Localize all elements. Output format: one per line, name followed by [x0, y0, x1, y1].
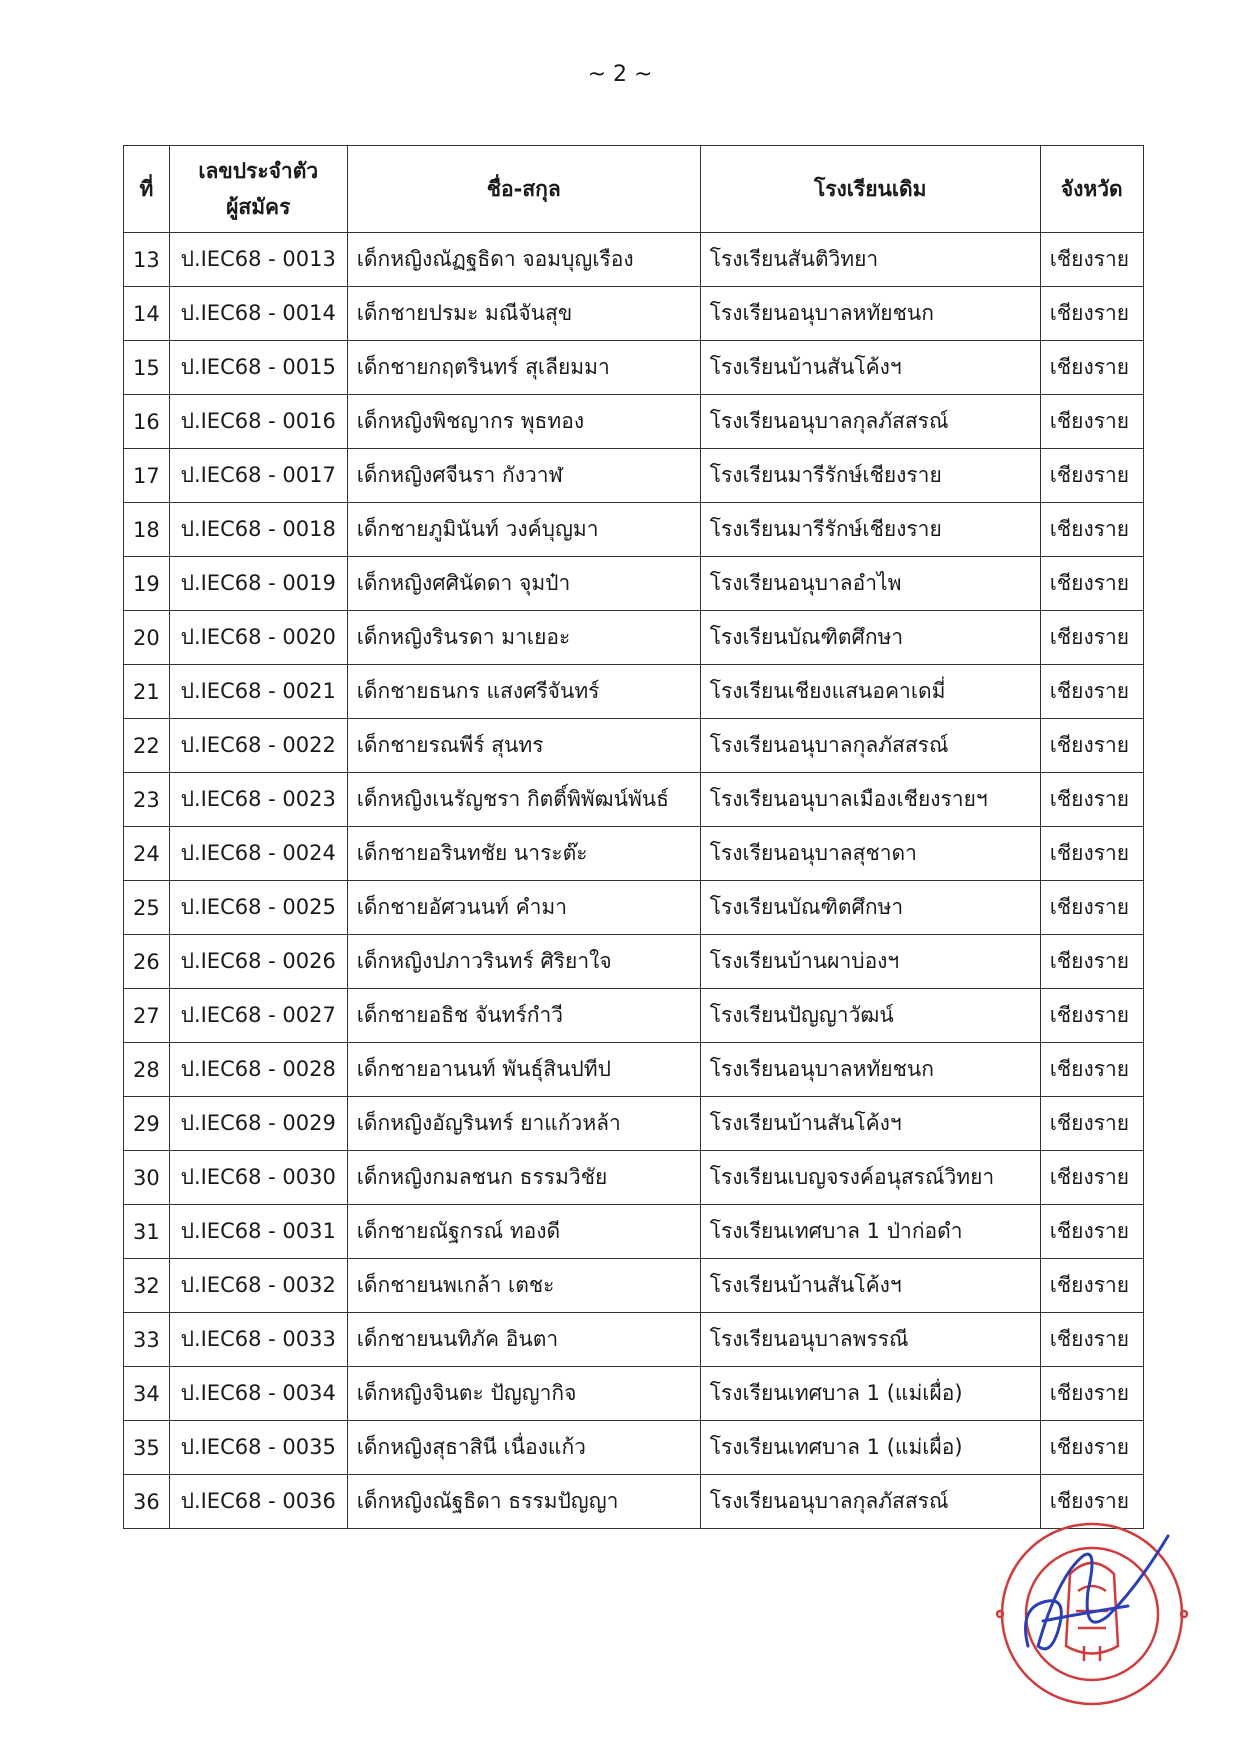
- header-applicant-id: เลขประจำตัว ผู้สมัคร: [169, 146, 347, 233]
- applicant-id: ป.IEC68 - 0026: [169, 935, 347, 989]
- row-number: 28: [124, 1043, 170, 1097]
- province: เชียงราย: [1040, 665, 1143, 719]
- table-row: [124, 827, 1144, 881]
- applicant-name: เด็กชายอรินทชัย นาระต๊ะ: [347, 827, 700, 881]
- row-number: 31: [124, 1205, 170, 1259]
- table-row: [124, 1205, 1144, 1259]
- province: เชียงราย: [1040, 611, 1143, 665]
- row-number: 26: [124, 935, 170, 989]
- province: เชียงราย: [1040, 1151, 1143, 1205]
- applicant-id: ป.IEC68 - 0028: [169, 1043, 347, 1097]
- previous-school: โรงเรียนอนุบาลกุลภัสสรณ์: [700, 395, 1040, 449]
- row-number: 14: [124, 287, 170, 341]
- table-row: [124, 1097, 1144, 1151]
- previous-school: โรงเรียนมารีรักษ์เชียงราย: [700, 449, 1040, 503]
- applicant-id: ป.IEC68 - 0016: [169, 395, 347, 449]
- province: เชียงราย: [1040, 935, 1143, 989]
- previous-school: โรงเรียนบัณฑิตศึกษา: [700, 881, 1040, 935]
- province: เชียงราย: [1040, 395, 1143, 449]
- row-number: 33: [124, 1313, 170, 1367]
- applicant-id: ป.IEC68 - 0030: [169, 1151, 347, 1205]
- table-row: [124, 1259, 1144, 1313]
- province: เชียงราย: [1040, 881, 1143, 935]
- applicant-id: ป.IEC68 - 0024: [169, 827, 347, 881]
- row-number: 24: [124, 827, 170, 881]
- applicant-id: ป.IEC68 - 0018: [169, 503, 347, 557]
- applicant-id: ป.IEC68 - 0013: [169, 233, 347, 287]
- header-school: โรงเรียนเดิม: [700, 146, 1040, 233]
- row-number: 22: [124, 719, 170, 773]
- applicant-id: ป.IEC68 - 0020: [169, 611, 347, 665]
- applicant-name: เด็กหญิงจินตะ ปัญญากิจ: [347, 1367, 700, 1421]
- previous-school: โรงเรียนอนุบาลกุลภัสสรณ์: [700, 1475, 1040, 1529]
- table-row: [124, 1151, 1144, 1205]
- applicant-id: ป.IEC68 - 0034: [169, 1367, 347, 1421]
- row-number: 18: [124, 503, 170, 557]
- row-number: 13: [124, 233, 170, 287]
- previous-school: โรงเรียนบ้านสันโค้งฯ: [700, 1259, 1040, 1313]
- header-name: ชื่อ-สกุล: [347, 146, 700, 233]
- table-row: [124, 881, 1144, 935]
- row-number: 17: [124, 449, 170, 503]
- table-row: [124, 665, 1144, 719]
- province: เชียงราย: [1040, 1475, 1143, 1529]
- applicant-name: เด็กหญิงอัญรินทร์ ยาแก้วหล้า: [347, 1097, 700, 1151]
- previous-school: โรงเรียนปัญญาวัฒน์: [700, 989, 1040, 1043]
- applicant-id: ป.IEC68 - 0029: [169, 1097, 347, 1151]
- applicant-name: เด็กหญิงเนรัญชรา กิตติ์พิพัฒน์พันธ์: [347, 773, 700, 827]
- applicant-name: เด็กหญิงปภาวรินทร์ ศิริยาใจ: [347, 935, 700, 989]
- applicant-id: ป.IEC68 - 0025: [169, 881, 347, 935]
- table-row: [124, 935, 1144, 989]
- table-row: [124, 1043, 1144, 1097]
- applicant-name: เด็กชายรณพีร์ สุนทร: [347, 719, 700, 773]
- table-row: [124, 449, 1144, 503]
- row-number: 23: [124, 773, 170, 827]
- page-number: ~ 2 ~: [587, 62, 653, 87]
- province: เชียงราย: [1040, 449, 1143, 503]
- province: เชียงราย: [1040, 233, 1143, 287]
- row-number: 15: [124, 341, 170, 395]
- previous-school: โรงเรียนอนุบาลสุชาดา: [700, 827, 1040, 881]
- table-row: [124, 1367, 1144, 1421]
- province: เชียงราย: [1040, 557, 1143, 611]
- province: เชียงราย: [1040, 287, 1143, 341]
- row-number: 36: [124, 1475, 170, 1529]
- row-number: 20: [124, 611, 170, 665]
- previous-school: โรงเรียนเทศบาล 1 (แม่เผื่อ): [700, 1421, 1040, 1475]
- previous-school: โรงเรียนมารีรักษ์เชียงราย: [700, 503, 1040, 557]
- applicant-name: เด็กหญิงศจีนรา กังวาฬ: [347, 449, 700, 503]
- previous-school: โรงเรียนเบญจรงค์อนุสรณ์วิทยา: [700, 1151, 1040, 1205]
- previous-school: โรงเรียนอนุบาลหทัยชนก: [700, 1043, 1040, 1097]
- previous-school: โรงเรียนเทศบาล 1 (แม่เผื่อ): [700, 1367, 1040, 1421]
- row-number: 32: [124, 1259, 170, 1313]
- header-province: จังหวัด: [1040, 146, 1143, 233]
- province: เชียงราย: [1040, 773, 1143, 827]
- province: เชียงราย: [1040, 341, 1143, 395]
- province: เชียงราย: [1040, 1043, 1143, 1097]
- province: เชียงราย: [1040, 1421, 1143, 1475]
- official-seal-icon: [988, 1496, 1206, 1716]
- row-number: 29: [124, 1097, 170, 1151]
- row-number: 34: [124, 1367, 170, 1421]
- table-row: [124, 1313, 1144, 1367]
- previous-school: โรงเรียนเชียงแสนอคาเดมี่: [700, 665, 1040, 719]
- applicant-name: เด็กชายธนกร แสงศรีจันทร์: [347, 665, 700, 719]
- previous-school: โรงเรียนอนุบาลกุลภัสสรณ์: [700, 719, 1040, 773]
- applicant-name: เด็กชายภูมินันท์ วงค์บุญมา: [347, 503, 700, 557]
- province: เชียงราย: [1040, 1259, 1143, 1313]
- previous-school: โรงเรียนอนุบาลพรรณี: [700, 1313, 1040, 1367]
- applicant-id: ป.IEC68 - 0023: [169, 773, 347, 827]
- province: เชียงราย: [1040, 1313, 1143, 1367]
- applicant-name: เด็กชายนพเกล้า เตชะ: [347, 1259, 700, 1313]
- row-number: 19: [124, 557, 170, 611]
- applicant-name: เด็กชายณัฐกรณ์ ทองดี: [347, 1205, 700, 1259]
- province: เชียงราย: [1040, 827, 1143, 881]
- table-row: [124, 719, 1144, 773]
- row-number: 16: [124, 395, 170, 449]
- applicant-id: ป.IEC68 - 0022: [169, 719, 347, 773]
- applicant-table: [123, 145, 1144, 1529]
- applicant-id: ป.IEC68 - 0033: [169, 1313, 347, 1367]
- table-row: [124, 233, 1144, 287]
- previous-school: โรงเรียนบ้านสันโค้งฯ: [700, 341, 1040, 395]
- previous-school: โรงเรียนเทศบาล 1 ป่าก่อดำ: [700, 1205, 1040, 1259]
- previous-school: โรงเรียนบัณฑิตศึกษา: [700, 611, 1040, 665]
- table-row: [124, 557, 1144, 611]
- province: เชียงราย: [1040, 989, 1143, 1043]
- province: เชียงราย: [1040, 719, 1143, 773]
- applicant-name: เด็กชายปรมะ มณีจันสุข: [347, 287, 700, 341]
- previous-school: โรงเรียนอนุบาลหทัยชนก: [700, 287, 1040, 341]
- applicant-name: เด็กหญิงณัฐธิดา ธรรมปัญญา: [347, 1475, 700, 1529]
- province: เชียงราย: [1040, 1205, 1143, 1259]
- applicant-name: เด็กหญิงพิชญากร พุธทอง: [347, 395, 700, 449]
- table-row: [124, 503, 1144, 557]
- applicant-name: เด็กหญิงศศินัดดา จุมป๋า: [347, 557, 700, 611]
- applicant-name: เด็กหญิงณัฏฐธิดา จอมบุญเรือง: [347, 233, 700, 287]
- applicant-id: ป.IEC68 - 0019: [169, 557, 347, 611]
- applicant-id: ป.IEC68 - 0015: [169, 341, 347, 395]
- applicant-id: ป.IEC68 - 0031: [169, 1205, 347, 1259]
- row-number: 30: [124, 1151, 170, 1205]
- applicant-name: เด็กหญิงกมลชนก ธรรมวิชัย: [347, 1151, 700, 1205]
- applicant-name: เด็กชายอานนท์ พันธุ์สินปทีป: [347, 1043, 700, 1097]
- applicant-id: ป.IEC68 - 0017: [169, 449, 347, 503]
- applicant-name: เด็กชายอัศวนนท์ คำมา: [347, 881, 700, 935]
- applicant-name: เด็กหญิงสุธาสินี เนื่องแก้ว: [347, 1421, 700, 1475]
- table-header-row: [124, 146, 1144, 233]
- applicant-id: ป.IEC68 - 0035: [169, 1421, 347, 1475]
- applicant-id: ป.IEC68 - 0036: [169, 1475, 347, 1529]
- province: เชียงราย: [1040, 1367, 1143, 1421]
- table-row: [124, 611, 1144, 665]
- applicant-name: เด็กหญิงรินรดา มาเยอะ: [347, 611, 700, 665]
- table-row: [124, 287, 1144, 341]
- table-row: [124, 773, 1144, 827]
- table-row: [124, 1421, 1144, 1475]
- applicant-name: เด็กชายนนทิภัค อินตา: [347, 1313, 700, 1367]
- applicant-id: ป.IEC68 - 0021: [169, 665, 347, 719]
- previous-school: โรงเรียนบ้านผาบ่องฯ: [700, 935, 1040, 989]
- province: เชียงราย: [1040, 503, 1143, 557]
- previous-school: โรงเรียนอนุบาลอำไพ: [700, 557, 1040, 611]
- table-row: [124, 395, 1144, 449]
- applicant-name: เด็กชายกฤตรินทร์ สุเลียมมา: [347, 341, 700, 395]
- row-number: 25: [124, 881, 170, 935]
- province: เชียงราย: [1040, 1097, 1143, 1151]
- table-row: [124, 989, 1144, 1043]
- previous-school: โรงเรียนสันติวิทยา: [700, 233, 1040, 287]
- applicant-id: ป.IEC68 - 0014: [169, 287, 347, 341]
- applicant-name: เด็กชายอธิช จันทร์กำวี: [347, 989, 700, 1043]
- previous-school: โรงเรียนอนุบาลเมืองเชียงรายฯ: [700, 773, 1040, 827]
- row-number: 35: [124, 1421, 170, 1475]
- row-number: 27: [124, 989, 170, 1043]
- previous-school: โรงเรียนบ้านสันโค้งฯ: [700, 1097, 1040, 1151]
- applicant-id: ป.IEC68 - 0027: [169, 989, 347, 1043]
- header-no: ที่: [124, 146, 170, 233]
- row-number: 21: [124, 665, 170, 719]
- table-row: [124, 341, 1144, 395]
- applicant-id: ป.IEC68 - 0032: [169, 1259, 347, 1313]
